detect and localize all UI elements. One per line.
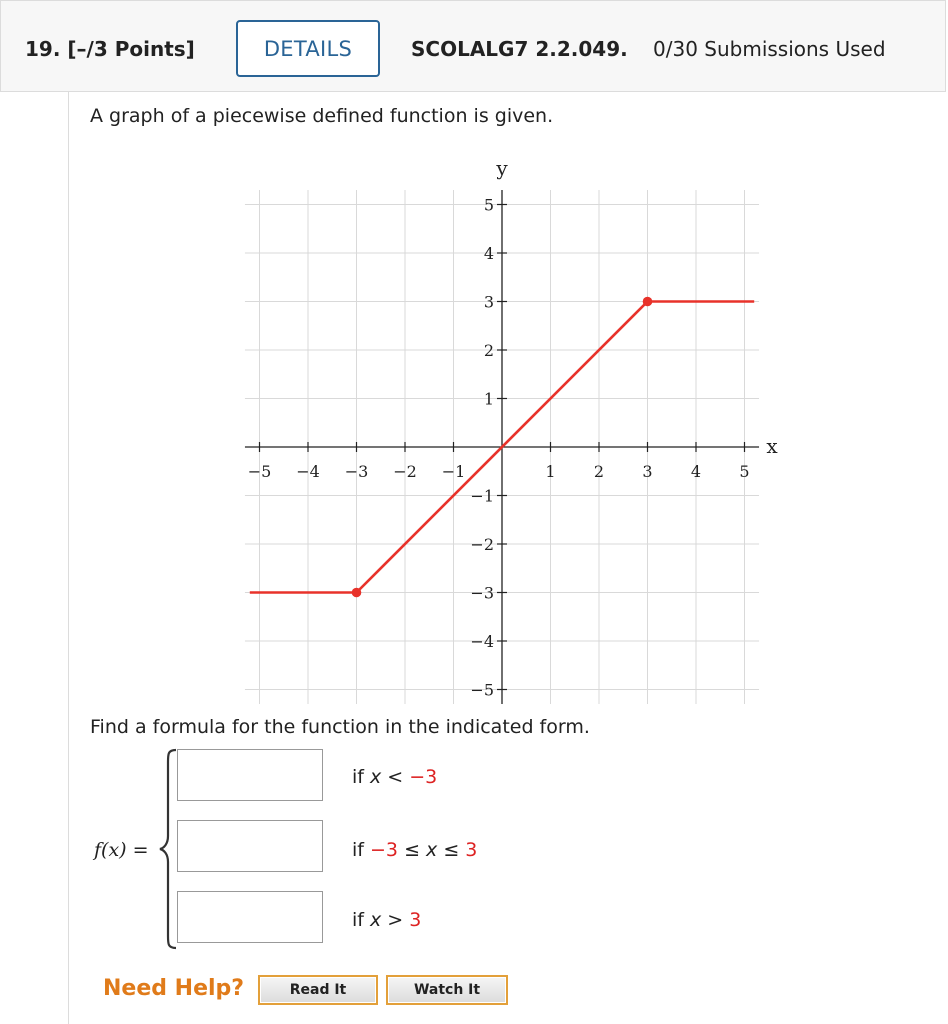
condition-3-var: x	[370, 909, 382, 931]
y-tick-label: −5	[470, 680, 494, 700]
condition-2-op-lower: ≤	[398, 839, 427, 861]
question-number: 19. [–/3 Points]	[25, 37, 195, 61]
y-tick-label: 1	[483, 389, 494, 409]
y-tick-label: −1	[470, 486, 494, 506]
answer-input-3[interactable]	[177, 891, 323, 943]
piecewise-brace	[158, 748, 178, 950]
y-tick-label: 2	[483, 341, 494, 360]
watch-it-button[interactable]: Watch It	[386, 975, 508, 1005]
closed-point	[352, 588, 362, 598]
y-tick-label: −2	[470, 535, 494, 554]
y-tick-label: −4	[470, 632, 494, 651]
y-tick-label: −3	[470, 583, 494, 603]
x-tick-label: 2	[593, 462, 605, 481]
condition-2-prefix: if	[352, 839, 371, 861]
y-tick-label: 3	[483, 292, 494, 312]
condition-1-op: <	[381, 766, 410, 788]
equals-sign: =	[126, 839, 149, 861]
x-tick-label: −5	[247, 462, 272, 481]
y-axis-label: y	[496, 156, 508, 180]
x-tick-label: 1	[545, 462, 556, 481]
y-tick-label: 4	[483, 244, 494, 263]
condition-1	[352, 766, 437, 788]
x-tick-label: 4	[690, 462, 702, 481]
condition-2-op-upper: ≤	[437, 839, 466, 861]
problem-code: SCOLALG7 2.2.049.	[411, 37, 628, 61]
read-it-button[interactable]: Read It	[258, 975, 378, 1005]
y-tick-label: 5	[483, 195, 494, 215]
x-tick-label: 3	[642, 462, 653, 481]
x-tick-label: −1	[441, 462, 466, 481]
x-axis-label: x	[766, 434, 778, 458]
condition-3-op: >	[381, 909, 410, 931]
condition-3	[352, 909, 421, 931]
function-name: f(x)	[94, 839, 127, 861]
submissions-count: 0/30 Submissions Used	[653, 37, 886, 61]
condition-1-value: −3	[409, 766, 438, 788]
piecewise-graph	[240, 150, 780, 710]
answer-input-2[interactable]	[177, 820, 323, 872]
x-tick-label: −2	[393, 462, 417, 481]
closed-point	[643, 297, 653, 307]
need-help-label: Need Help?	[103, 976, 245, 1001]
condition-2-lower-value: −3	[370, 839, 399, 861]
condition-1-prefix: if	[352, 766, 371, 788]
condition-2-upper-value: 3	[465, 839, 478, 861]
intro-text: A graph of a piecewise defined function is given.	[90, 105, 554, 127]
condition-3-value: 3	[409, 909, 422, 931]
condition-3-prefix: if	[352, 909, 371, 931]
content-border	[68, 92, 69, 1024]
function-label	[94, 839, 149, 861]
x-tick-label: −3	[344, 462, 369, 481]
details-button[interactable]: DETAILS	[236, 20, 380, 77]
condition-1-var: x	[370, 766, 382, 788]
answer-input-1[interactable]	[177, 749, 323, 801]
condition-2-var: x	[426, 839, 438, 861]
x-tick-label: −4	[296, 462, 320, 481]
instructions-text: Find a formula for the function in the indicated form.	[90, 716, 590, 738]
condition-2	[352, 839, 477, 861]
question-header	[0, 0, 946, 92]
x-tick-label: 5	[739, 462, 750, 481]
